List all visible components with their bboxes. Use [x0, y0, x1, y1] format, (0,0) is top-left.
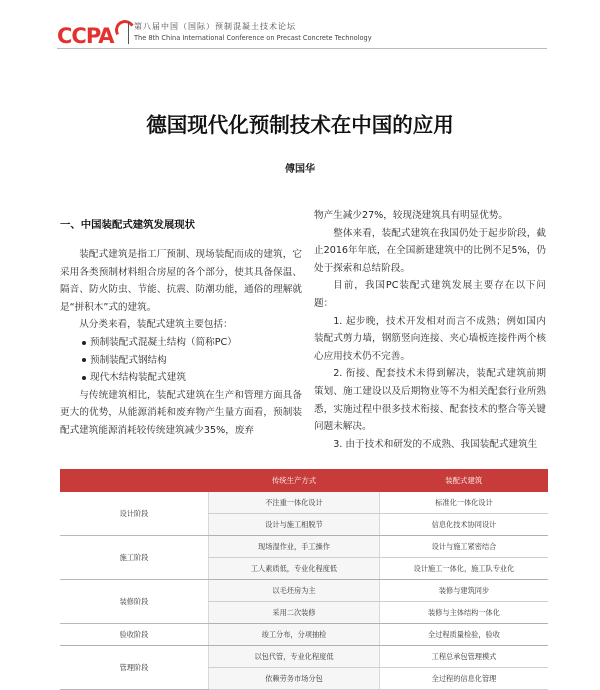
table-row — [60, 492, 548, 514]
header-divider — [128, 22, 129, 44]
section-heading: 一、中国装配式建筑发展现状 — [60, 219, 196, 231]
table-row — [60, 536, 548, 558]
article-author: 傅国华 — [285, 164, 315, 175]
bullet-text: 预制装配式混凝土结构（简称PC） — [90, 336, 237, 348]
table-cell: 以毛坯房为主 — [209, 580, 380, 602]
table-header-cell — [60, 469, 209, 492]
table-stage-cell: 设计阶段 — [60, 492, 209, 536]
conference-title-cn: 第八届中国（国际）预制混凝土技术论坛 — [134, 22, 296, 31]
table-cell: 标准化一体化设计 — [380, 492, 549, 514]
table-cell: 现场湿作业，手工操作 — [209, 536, 380, 558]
table-stage-cell: 装修阶段 — [60, 580, 209, 624]
table-header-row — [60, 469, 548, 492]
table-row — [60, 646, 548, 668]
bullet-text: 预制装配式钢结构 — [90, 354, 167, 366]
table-cell: 全过程质量检验，验收 — [380, 624, 549, 646]
paragraph: 装配式建筑是指工厂预制、现场装配而成的建筑，它采用各类预制材料组合房屋的各个部分，使其具备保温、隔音、防火防虫、节能、抗震、防潮功能，通俗的理解就是“拼积木”式的建筑。 — [60, 249, 302, 313]
table-cell: 装修与建筑同步 — [380, 580, 549, 602]
paragraph: 目前，我国PC装配式建筑发展主要存在以下问题： — [314, 280, 546, 309]
table-row — [60, 624, 548, 646]
table-header-cell: 传统生产方式 — [209, 469, 380, 492]
paragraph: 物产生减少27%，较现浇建筑具有明显优势。 — [314, 210, 509, 221]
bullet-item — [60, 352, 302, 370]
bullet-item — [60, 369, 302, 387]
table-cell: 设计施工一体化，施工队专业化 — [380, 558, 549, 580]
table-cell: 信息化技术协同设计 — [380, 514, 549, 536]
conference-title-en: The 8th China International Conference on Precast Concrete Technology — [134, 34, 372, 42]
table-row — [60, 580, 548, 602]
paragraph: 整体来看，装配式建筑在我国仍处于起步阶段，截止2016年年底，在全国新建建筑中的比例不足5%，仍处于探索和总结阶段。 — [314, 227, 546, 274]
table-cell: 工程总承包管理模式 — [380, 646, 549, 668]
ccpa-logo — [57, 20, 135, 48]
table-stage-cell: 施工阶段 — [60, 536, 209, 580]
bullet-dot-icon — [82, 376, 86, 380]
table-cell: 竣工分布，分项抽检 — [209, 624, 380, 646]
table-cell: 装修与主体结构一体化 — [380, 602, 549, 624]
comparison-table — [60, 469, 548, 690]
logo-text: CCPA — [57, 24, 114, 48]
table-cell: 不注重一体化设计 — [209, 492, 380, 514]
table-stage-cell: 验收阶段 — [60, 624, 209, 646]
paragraph: 3. 由于技术和研发的不成熟、我国装配式建筑生 — [333, 438, 538, 450]
right-column — [314, 207, 546, 453]
bullet-item — [60, 334, 302, 352]
paragraph: 2. 衔接、配套技术未得到解决，装配式建筑前期策划、施工建设以及后期物业等不为相关配套行业所熟悉，实施过程中很多技术衔接、配套技术的整合等关键问题未解决。 — [314, 368, 546, 433]
table-cell: 设计与施工相脱节 — [209, 514, 380, 536]
table-header-cell: 装配式建筑 — [380, 469, 549, 492]
paragraph: 与传统建筑相比，装配式建筑在生产和管理方面具备更大的优势，从能源消耗和废弃物产生量方面看，预制装配式建筑能源消耗较传统建筑减少35%，废弃 — [60, 389, 302, 436]
table-cell: 以包代管，专业化程度低 — [209, 646, 380, 668]
table-stage-cell: 管理阶段 — [60, 646, 209, 690]
table-cell: 全过程的信息化管理 — [380, 668, 549, 690]
header-rule — [57, 48, 547, 49]
bullet-text: 现代木结构装配式建筑 — [90, 372, 186, 384]
table-cell: 采用二次装修 — [209, 602, 380, 624]
table-cell: 设计与施工紧密结合 — [380, 536, 549, 558]
article-title: 德国现代化预制技术在中国的应用 — [146, 113, 454, 137]
left-column — [60, 218, 302, 440]
bullet-dot-icon — [82, 358, 86, 362]
bullet-dot-icon — [82, 341, 86, 345]
paragraph: 1. 起步晚，技术开发相对而言不成熟；例如国内装配式剪力墙，钢筋竖向连接、夹心墙板连接件两个核心应用技术仍不完善。 — [314, 315, 546, 362]
paragraph: 从分类来看，装配式建筑主要包括： — [79, 319, 233, 331]
table-cell: 依赖劳务市场分包 — [209, 668, 380, 690]
table-cell: 工人素质低，专业化程度低 — [209, 558, 380, 580]
